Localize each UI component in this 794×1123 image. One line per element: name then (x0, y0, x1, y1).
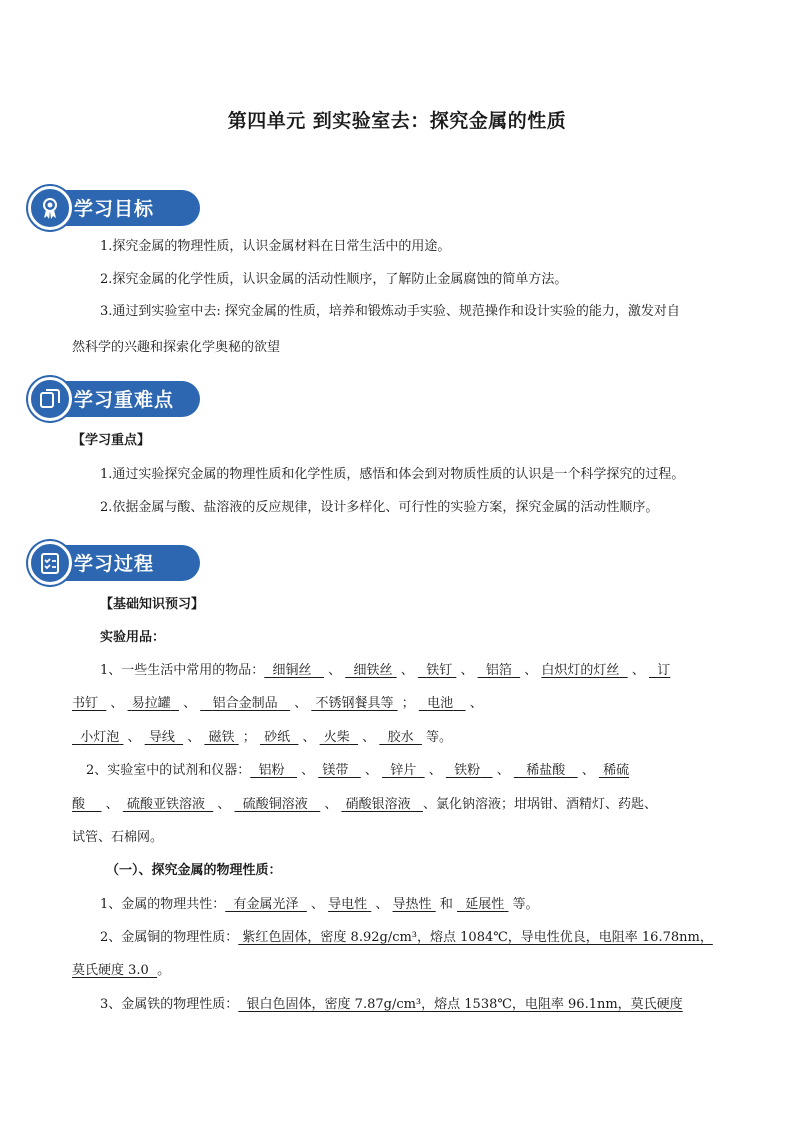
question-1: 1、金属的物理共性： 有金属光泽 、 导电性 、 导热性 和 延展性 等。 (100, 897, 539, 912)
section-banner-keypoints (28, 377, 186, 421)
section-title-keypoints: 学习重难点 (74, 389, 175, 411)
checklist-icon (28, 541, 72, 585)
section-banner-goals (28, 186, 186, 230)
preview-heading: 【基础知识预习】 (100, 597, 205, 612)
goal-3: 3.通过到实验室中去: 探究金属的性质，培养和锻炼动手实验、规范操作和设计实验的能力，激发对自 (100, 304, 680, 319)
documents-icon (28, 377, 72, 421)
part1-title: （一）、探究金属的物理性质： (106, 863, 282, 878)
section-banner-process (28, 541, 186, 585)
lab-items-line-1: 2、实验室中的试剂和仪器： 铝粉 、 镁带 、 锌片 、 铁粉 、 稀盐酸 、 稀硫 (86, 763, 630, 778)
daily-items-line-3: 小灯泡 、 导线 、 磁铁 ； 砂纸 、 火柴 、 胶水 等。 (80, 730, 453, 745)
keypoint-1: 1.通过实验探究金属的物理性质和化学性质，感悟和体会到对物质性质的认识是一个科学探究的过程。 (100, 467, 685, 482)
keypoints-heading: 【学习重点】 (72, 433, 151, 448)
section-title-goals: 学习目标 (74, 198, 155, 220)
question-2-cont: 莫氏硬度 3.0 。 (72, 963, 171, 978)
materials-label: 实验用品： (100, 630, 166, 645)
section-title-process: 学习过程 (74, 553, 155, 575)
lab-items-line-2: 酸 、 硫酸亚铁溶液 、 硫酸铜溶液 、 硝酸银溶液 、氯化钠溶液；坩埚钳、酒精灯、药匙、 (72, 797, 658, 812)
goal-2: 2.探究金属的化学性质，认识金属的活动性顺序，了解防止金属腐蚀的简单方法。 (100, 272, 568, 287)
page-title: 第四单元 到实验室去：探究金属的性质 (227, 110, 567, 132)
keypoint-2: 2.依据金属与酸、盐溶液的反应规律，设计多样化、可行性的实验方案，探究金属的活动性顺序。 (100, 500, 659, 515)
lab-items-line-3: 试管、石棉网。 (72, 830, 164, 845)
question-3: 3、金属铁的物理性质： 银白色固体，密度 7.87g/cm³，熔点 1538℃，电阻率 96.1nm，莫氏硬度 (100, 997, 683, 1012)
goal-1: 1.探究金属的物理性质，认识金属材料在日常生活中的用途。 (100, 239, 451, 254)
award-ribbon-icon (28, 186, 72, 230)
question-2: 2、金属铜的物理性质： 紫红色固体，密度 8.92g/cm³，熔点 1084℃，导电性优良，电阻率 16.78nm， (100, 930, 713, 945)
daily-items-line-2: 书钉 、 易拉罐 、 铝合金制品 、 不锈钢餐具等 ； 电池 、 (72, 696, 483, 711)
daily-items-line-1: 1、一些生活中常用的物品： 细铜丝 、 细铁丝 、 铁钉 、 铝箔 、 白炽灯的灯丝 、 订 (100, 663, 671, 678)
goal-3-cont: 然科学的兴趣和探索化学奥秘的欲望 (72, 340, 281, 355)
